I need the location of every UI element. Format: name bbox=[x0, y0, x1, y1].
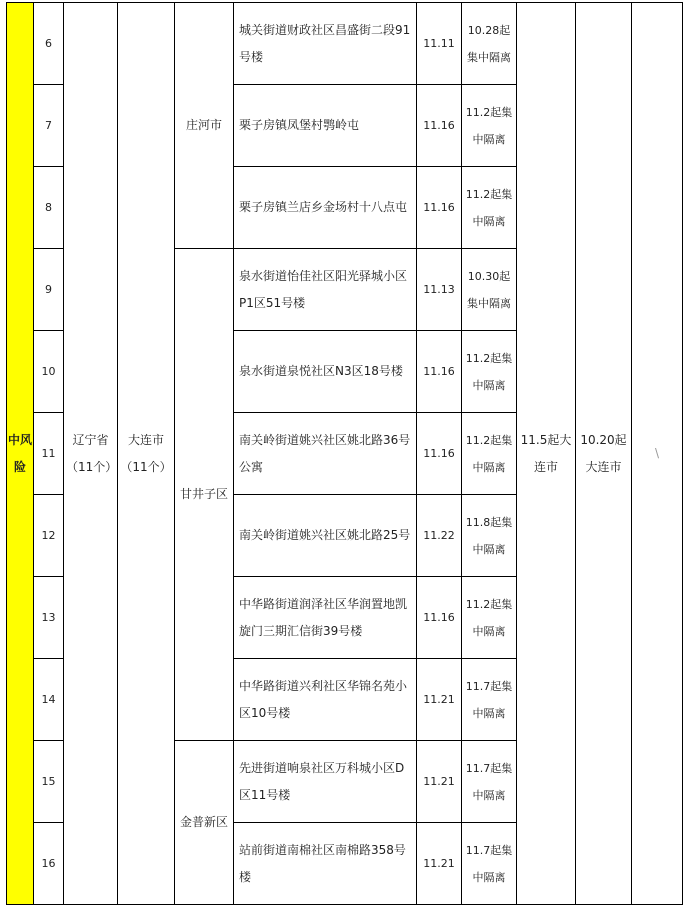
district-cell: 庄河市 bbox=[175, 3, 234, 249]
risk-level-cell bbox=[7, 3, 34, 905]
note-cell: \ bbox=[632, 3, 683, 905]
address-cell: 南关岭街道姚兴社区姚北路25号 bbox=[234, 495, 417, 577]
row-number: 10 bbox=[34, 331, 64, 413]
address-cell: 站前街道南棉社区南棉路358号楼 bbox=[234, 823, 417, 905]
date-cell: 11.13 bbox=[417, 249, 462, 331]
row-number: 14 bbox=[34, 659, 64, 741]
date-cell: 11.21 bbox=[417, 659, 462, 741]
row-number: 7 bbox=[34, 85, 64, 167]
row-number: 15 bbox=[34, 741, 64, 823]
row-number: 11 bbox=[34, 413, 64, 495]
isolation-cell: 11.8起集中隔离 bbox=[462, 495, 517, 577]
address-cell: 城关街道财政社区昌盛街二段91号楼 bbox=[234, 3, 417, 85]
address-cell: 栗子房镇兰店乡金场村十八点屯 bbox=[234, 167, 417, 249]
address-cell: 泉水街道怡佳社区阳光驿城小区P1区51号楼 bbox=[234, 249, 417, 331]
row-number: 6 bbox=[34, 3, 64, 85]
date-cell: 11.16 bbox=[417, 167, 462, 249]
date-cell: 11.16 bbox=[417, 413, 462, 495]
row-number: 13 bbox=[34, 577, 64, 659]
end-cell: 10.20起大连市 bbox=[576, 3, 632, 905]
isolation-cell: 11.7起集中隔离 bbox=[462, 741, 517, 823]
address-cell: 中华路街道兴利社区华锦名苑小区10号楼 bbox=[234, 659, 417, 741]
isolation-cell: 10.30起集中隔离 bbox=[462, 249, 517, 331]
isolation-cell: 11.2起集中隔离 bbox=[462, 577, 517, 659]
city-cell: 大连市（11个） bbox=[118, 3, 175, 905]
address-cell: 泉水街道泉悦社区N3区18号楼 bbox=[234, 331, 417, 413]
isolation-cell: 11.2起集中隔离 bbox=[462, 85, 517, 167]
date-cell: 11.11 bbox=[417, 3, 462, 85]
address-cell: 中华路街道润泽社区华润置地凯旋门三期汇信街39号楼 bbox=[234, 577, 417, 659]
date-cell: 11.22 bbox=[417, 495, 462, 577]
isolation-cell: 11.7起集中隔离 bbox=[462, 659, 517, 741]
isolation-cell: 11.7起集中隔离 bbox=[462, 823, 517, 905]
table-row bbox=[7, 3, 683, 85]
row-number: 16 bbox=[34, 823, 64, 905]
district-cell: 金普新区 bbox=[175, 741, 234, 905]
row-number: 12 bbox=[34, 495, 64, 577]
date-cell: 11.21 bbox=[417, 741, 462, 823]
risk-area-table bbox=[6, 2, 683, 905]
date-cell: 11.16 bbox=[417, 331, 462, 413]
isolation-cell: 11.2起集中隔离 bbox=[462, 331, 517, 413]
date-cell: 11.21 bbox=[417, 823, 462, 905]
isolation-cell: 10.28起集中隔离 bbox=[462, 3, 517, 85]
district-cell: 甘井子区 bbox=[175, 249, 234, 741]
date-cell: 11.16 bbox=[417, 577, 462, 659]
isolation-cell: 11.2起集中隔离 bbox=[462, 413, 517, 495]
row-number: 8 bbox=[34, 167, 64, 249]
start-cell: 11.5起大连市 bbox=[517, 3, 576, 905]
address-cell: 南关岭街道姚兴社区姚北路36号公寓 bbox=[234, 413, 417, 495]
province-cell: 辽宁省（11个） bbox=[64, 3, 118, 905]
date-cell: 11.16 bbox=[417, 85, 462, 167]
risk-level-label: 中风险 bbox=[7, 432, 32, 474]
address-cell: 栗子房镇凤堡村鹗岭屯 bbox=[234, 85, 417, 167]
address-cell: 先进街道响泉社区万科城小区D区11号楼 bbox=[234, 741, 417, 823]
isolation-cell: 11.2起集中隔离 bbox=[462, 167, 517, 249]
row-number: 9 bbox=[34, 249, 64, 331]
